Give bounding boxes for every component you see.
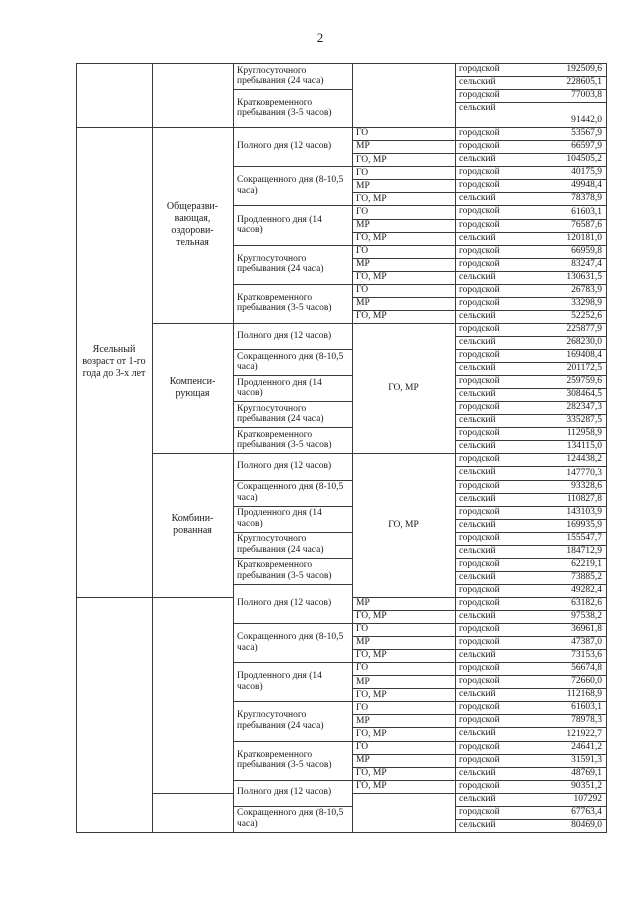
area-type-label: городской xyxy=(459,128,500,139)
tariff-value: 61603,1 xyxy=(571,702,602,713)
tariff-value: 107292 xyxy=(573,793,602,804)
tariff-value: 97538,2 xyxy=(571,611,602,622)
area-type-label: городской xyxy=(459,428,500,439)
tariff-value: 78978,3 xyxy=(571,715,602,726)
page-number: 2 xyxy=(316,30,324,45)
area-type-label: сельский xyxy=(459,793,496,804)
type-row-line xyxy=(152,793,234,794)
municipality-type-label: ГО, МР xyxy=(356,767,387,778)
stay-mode-label: Кратковременного пребывания (3-5 часов) xyxy=(237,749,332,771)
area-type-label: городской xyxy=(459,806,500,817)
org-row-line xyxy=(352,793,456,794)
municipality-type-label: МР xyxy=(356,676,370,687)
tariff-value: 40175,9 xyxy=(571,167,602,178)
municipality-type-label: ГО, МР xyxy=(356,311,387,322)
type-row-line xyxy=(152,597,234,598)
area-type-label: городской xyxy=(459,584,500,595)
municipality-type-label: ГО xyxy=(356,624,369,635)
municipality-type-label: ГО, МР xyxy=(356,154,387,165)
tariff-value: 282347,3 xyxy=(566,402,602,413)
tariff-value: 61603,1 xyxy=(571,206,602,217)
stay-mode-label: Сокращенного дня (8-10,5 часа) xyxy=(237,632,344,653)
tariff-value: 120181,0 xyxy=(566,232,602,243)
stay-mode-label: Круглосуточного пребывания (24 часа) xyxy=(237,403,324,425)
stay-mode-label: Сокращенного дня (8-10,5 часа) xyxy=(237,482,344,503)
tariff-value: 124438,2 xyxy=(566,454,602,465)
area-type-label: сельский xyxy=(459,271,496,282)
municipality-type-label: ГО xyxy=(356,128,369,139)
municipality-type-label: ГО xyxy=(356,663,369,674)
area-type-label: городской xyxy=(459,741,500,752)
area-type-label: городской xyxy=(459,454,500,465)
area-type-label: сельский xyxy=(459,819,496,830)
municipality-type-label: ГО, МР xyxy=(356,611,387,622)
municipality-type-label: ГО, МР xyxy=(356,193,387,204)
area-type-label: сельский xyxy=(459,611,496,621)
area-type-label: сельский xyxy=(459,689,496,700)
area-type-label: городской xyxy=(459,780,500,791)
tariff-value: 335287,5 xyxy=(566,415,602,426)
area-type-label: городской xyxy=(459,376,500,387)
municipality-type-label: ГО, МР xyxy=(388,382,419,393)
stay-mode-label: Кратковременного пребывания (3-5 часов) xyxy=(237,560,332,581)
tariff-value: 121922,7 xyxy=(566,728,602,739)
tariff-value: 228605,1 xyxy=(566,77,602,88)
stay-mode-label: Кратковременного пребывания (3-5 часов) xyxy=(237,429,332,451)
orientation-label: Общеразви-вающая, оздорови-тельная xyxy=(166,201,219,249)
area-type-label: городской xyxy=(459,350,500,360)
tariff-value: 91442,0 xyxy=(571,115,602,126)
tariff-value: 308464,5 xyxy=(566,389,602,400)
tariff-value: 201172,5 xyxy=(566,363,602,374)
municipality-type-label: МР xyxy=(356,715,370,726)
area-type-label: сельский xyxy=(459,310,496,321)
tariff-value: 104505,2 xyxy=(566,154,602,165)
area-type-label: сельский xyxy=(459,154,496,165)
municipality-type-label: ГО, МР xyxy=(388,519,419,530)
org-row-line xyxy=(352,63,456,64)
area-type-label: сельский xyxy=(459,467,496,478)
area-type-label: сельский xyxy=(459,650,496,661)
tariff-value: 225877,9 xyxy=(566,323,602,334)
municipality-type-label: ГО, МР xyxy=(356,271,387,282)
tariff-value: 143103,9 xyxy=(566,506,602,517)
tariff-value: 147770,3 xyxy=(566,467,602,478)
orientation-label: Комбини-рованная xyxy=(171,513,214,537)
tariff-value: 66597,9 xyxy=(571,141,602,152)
area-type-label: городской xyxy=(459,597,500,608)
municipality-type-label: МР xyxy=(356,298,370,309)
tariff-value: 169935,9 xyxy=(566,519,602,530)
tariff-value: 76587,6 xyxy=(571,219,602,230)
municipality-type-label: ГО, МР xyxy=(356,780,387,791)
tariff-value: 80469,0 xyxy=(571,819,602,830)
column-border-0 xyxy=(76,63,77,832)
tariff-value: 72660,0 xyxy=(571,676,602,687)
age-group-label: Ясельный возраст от 1-го года до 3-х лет xyxy=(82,344,146,380)
tariff-value: 73153,6 xyxy=(571,650,602,661)
tariff-value: 36961,8 xyxy=(571,624,602,635)
tariff-value: 48769,1 xyxy=(571,767,602,778)
area-type-label: городской xyxy=(459,754,500,765)
tariff-value: 26783,9 xyxy=(571,284,602,295)
area-type-label: сельский xyxy=(459,336,496,347)
area-type-label: сельский xyxy=(459,728,496,739)
column-border-3 xyxy=(352,63,353,832)
area-type-label: городской xyxy=(459,219,500,230)
area-type-label: городской xyxy=(459,506,500,517)
tariff-value: 56674,8 xyxy=(571,663,602,674)
tariff-value: 192509,6 xyxy=(566,64,602,75)
tariff-value: 184712,9 xyxy=(566,545,602,556)
tariff-value: 52252,6 xyxy=(571,310,602,321)
stay-mode-label: Полного дня (12 часов) xyxy=(237,598,332,609)
stay-mode-label: Круглосуточного пребывания (24 часа) xyxy=(237,65,324,87)
tariff-value: 49948,4 xyxy=(571,180,602,191)
stay-mode-label: Кратковременного пребывания (3-5 часов) xyxy=(237,292,332,314)
tariff-value: 169408,4 xyxy=(566,350,602,361)
area-type-label: городской xyxy=(459,245,500,256)
stay-mode-label: Продленного дня (14 часов) xyxy=(237,377,322,399)
area-type-label: сельский xyxy=(459,767,496,778)
tariff-value: 67763,4 xyxy=(571,806,602,817)
tariff-value: 53567,9 xyxy=(571,128,602,139)
area-type-label: городской xyxy=(459,532,500,543)
mode-bottom-line xyxy=(233,832,353,833)
municipality-type-label: МР xyxy=(356,219,370,230)
area-bottom-line xyxy=(455,832,607,833)
age-row-line xyxy=(76,63,153,64)
area-type-label: городской xyxy=(459,258,500,269)
municipality-type-label: ГО xyxy=(356,206,369,217)
stay-mode-label: Продленного дня (14 часов) xyxy=(237,508,322,529)
municipality-type-label: ГО, МР xyxy=(356,650,387,661)
tariff-value: 130631,5 xyxy=(566,271,602,282)
area-type-label: городской xyxy=(459,206,500,217)
area-type-label: городской xyxy=(459,480,500,491)
municipality-type-label: ГО xyxy=(356,245,369,256)
tariff-value: 66959,8 xyxy=(571,245,602,256)
municipality-type-label: ГО xyxy=(356,285,369,296)
stay-mode-label: Полного дня (12 часов) xyxy=(237,141,332,152)
area-type-label: городской xyxy=(459,624,500,635)
age-row-line xyxy=(76,597,153,598)
tariff-value: 47387,0 xyxy=(571,637,602,648)
tariff-value: 62219,1 xyxy=(571,558,602,569)
tariff-value: 112168,9 xyxy=(566,689,602,700)
municipality-type-label: ГО xyxy=(356,702,369,713)
municipality-type-label: ГО, МР xyxy=(356,689,387,700)
municipality-type-label: МР xyxy=(356,258,370,269)
area-type-label: городской xyxy=(459,715,500,726)
area-type-label: сельский xyxy=(459,389,496,400)
tariff-value: 110827,8 xyxy=(566,493,602,504)
area-type-label: сельский xyxy=(459,415,496,426)
tariff-value: 259759,6 xyxy=(566,376,602,387)
stay-mode-label: Сокращенного дня (8-10,5 часа) xyxy=(237,351,344,373)
area-type-label: сельский xyxy=(459,232,496,243)
area-type-label: сельский xyxy=(459,571,496,582)
stay-mode-label: Продленного дня (14 часов) xyxy=(237,214,322,235)
type-row-line xyxy=(152,63,234,64)
tariff-value: 90351,2 xyxy=(571,780,602,791)
area-type-label: городской xyxy=(459,141,500,152)
column-border-5 xyxy=(606,63,607,832)
tariff-value: 24641,2 xyxy=(571,741,602,752)
area-type-label: городской xyxy=(459,676,500,687)
tariff-value: 155547,7 xyxy=(566,532,602,543)
area-type-label: городской xyxy=(459,180,500,191)
municipality-type-label: МР xyxy=(356,180,370,191)
stay-mode-label: Сокращенного дня (8-10,5 часа) xyxy=(237,808,344,829)
org-bottom-line xyxy=(352,832,456,833)
municipality-type-label: ГО, МР xyxy=(356,232,387,243)
area-type-label: городской xyxy=(459,663,500,674)
area-type-label: сельский xyxy=(459,441,496,452)
area-type-label: сельский xyxy=(459,103,496,114)
municipality-type-label: МР xyxy=(356,598,370,609)
orientation-label: Компенси-рующая xyxy=(169,376,216,400)
tariff-value: 93328,6 xyxy=(571,480,602,491)
column-border-4 xyxy=(455,63,456,832)
stay-mode-label: Полного дня (12 часов) xyxy=(237,787,332,798)
tariff-value: 78378,9 xyxy=(571,193,602,204)
tariff-value: 33298,9 xyxy=(571,297,602,308)
area-type-label: городской xyxy=(459,297,500,308)
column-border-1 xyxy=(152,63,153,832)
municipality-type-label: МР xyxy=(356,637,370,648)
stay-mode-label: Круглосуточного пребывания (24 часа) xyxy=(237,710,324,731)
stay-mode-label: Круглосуточного пребывания (24 часа) xyxy=(237,534,324,555)
area-type-label: городской xyxy=(459,284,500,295)
area-type-label: городской xyxy=(459,323,500,334)
stay-mode-label: Полного дня (12 часов) xyxy=(237,461,332,472)
municipality-type-label: ГО xyxy=(356,741,369,752)
stay-mode-label: Кратковременного пребывания (3-5 часов) xyxy=(237,97,332,119)
area-type-label: сельский xyxy=(459,493,496,504)
area-type-label: сельский xyxy=(459,77,496,88)
area-type-label: городской xyxy=(459,402,500,413)
area-type-label: городской xyxy=(459,702,500,713)
column-border-2 xyxy=(233,63,234,832)
municipality-type-label: ГО xyxy=(356,167,369,178)
area-type-label: сельский xyxy=(459,519,496,530)
type-bottom-line xyxy=(152,832,234,833)
area-type-label: сельский xyxy=(459,545,496,556)
tariff-value: 73885,2 xyxy=(571,571,602,582)
municipality-type-label: МР xyxy=(356,141,370,152)
area-type-label: городской xyxy=(459,64,500,74)
municipality-type-label: МР xyxy=(356,754,370,765)
tariff-value: 83247,4 xyxy=(571,258,602,269)
area-type-label: городской xyxy=(459,558,500,569)
tariff-value: 31591,3 xyxy=(571,754,602,765)
area-type-label: городской xyxy=(459,167,500,178)
age-bottom-line xyxy=(76,832,153,833)
tariff-value: 112958,9 xyxy=(566,428,602,439)
stay-mode-label: Круглосуточного пребывания (24 часа) xyxy=(237,253,324,275)
stay-mode-label: Продленного дня (14 часов) xyxy=(237,671,322,692)
area-type-label: сельский xyxy=(459,193,496,204)
area-type-label: сельский xyxy=(459,363,496,374)
stay-mode-label: Полного дня (12 часов) xyxy=(237,330,332,341)
area-type-label: городской xyxy=(459,637,500,648)
stay-mode-label: Сокращенного дня (8-10,5 часа) xyxy=(237,175,344,196)
tariff-value: 134115,0 xyxy=(566,441,602,452)
tariff-value: 49282,4 xyxy=(571,584,602,595)
area-type-label: городской xyxy=(459,90,500,101)
tariff-value: 77003,8 xyxy=(571,90,602,101)
tariff-value: 63182,6 xyxy=(571,598,602,608)
tariff-value: 268230,0 xyxy=(566,337,602,347)
municipality-type-label: ГО, МР xyxy=(356,728,387,739)
